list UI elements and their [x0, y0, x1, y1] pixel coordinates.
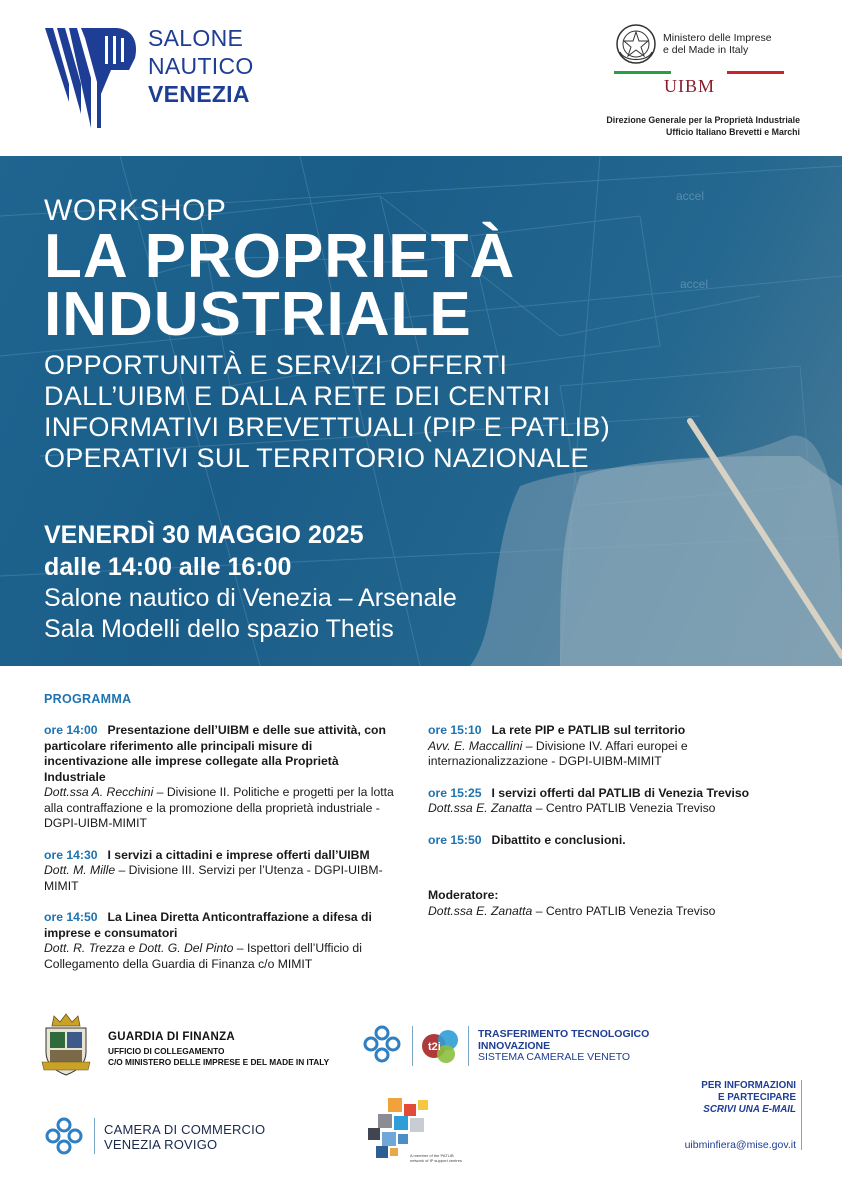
item-time: ore 15:10 [428, 723, 482, 737]
gdf-sub2: C/O MINISTERO DELLE IMPRESE E DEL MADE IN ITALY [108, 1056, 330, 1067]
ccia-line2: VENEZIA ROVIGO [104, 1137, 218, 1152]
programma-heading: PROGRAMMA [44, 692, 132, 706]
item-title: La Linea Diretta Anticontraffazione a difesa di imprese e consumatori [44, 910, 372, 940]
programma-item [44, 910, 399, 972]
programma-item [428, 786, 808, 817]
camera-commercio-knot-icon [362, 1024, 402, 1064]
italian-republic-emblem-icon [614, 22, 658, 66]
ministry-name [663, 32, 772, 56]
patlib-caption-line1: A member of the PATLIB [410, 1153, 454, 1158]
event-room: Sala Modelli dello spazio Thetis [44, 615, 394, 643]
ministry-line1: Ministero delle Imprese [663, 32, 772, 44]
svg-text:t2i: t2i [428, 1041, 441, 1053]
italian-flag-stripe [614, 71, 784, 74]
programma-right-column [428, 723, 808, 935]
item-speaker: Avv. E. Maccallini [428, 738, 523, 753]
title-line2: INDUSTRIALE [44, 280, 472, 349]
item-speaker: Dott. M. Mille [44, 863, 116, 877]
t2i-logo-icon [420, 1028, 460, 1064]
uibm-logo: UIBM [664, 76, 716, 96]
info-block [701, 1080, 796, 1116]
subtitle-line4: OPERATIVI SUL TERRITORIO NAZIONALE [44, 443, 589, 473]
salone-line1: SALONE [148, 25, 244, 51]
item-detail: – Divisione II. Politiche e progetti per la lotta alla contraffazione e la promozione della proprietà industriale - DGPI-UIBM-MIMIT [44, 785, 394, 830]
event-date: VENERDÌ 30 MAGGIO 2025 [44, 521, 364, 549]
direzione-generale [560, 114, 800, 138]
item-detail: – Divisione III. Servizi per l’Utenza - DGPI-UIBM-MIMIT [44, 863, 383, 893]
item-speaker: Dott. R. Trezza e Dott. G. Del Pinto [44, 941, 234, 955]
title-line1: LA PROPRIETÀ [44, 222, 516, 291]
camera-commercio-text [104, 1122, 265, 1152]
patlib-caption [410, 1153, 480, 1163]
item-speaker: Dott.ssa A. Recchini [44, 785, 154, 799]
guardia-di-finanza-text [108, 1031, 329, 1067]
info-line3: SCRIVI UNA E-MAIL [703, 1104, 796, 1115]
item-detail: – Centro PATLIB Venezia Treviso [532, 801, 716, 815]
subtitle-line3: INFORMATIVI BREVETTUALI (PIP E PATLIB) [44, 412, 610, 442]
patlib-logo-icon [368, 1098, 442, 1158]
t2i-line1: TRASFERIMENTO TECNOLOGICO [478, 1028, 650, 1040]
item-title: I servizi a cittadini e imprese offerti dall’UIBM [107, 847, 370, 862]
gdf-title: GUARDIA DI FINANZA [108, 1031, 235, 1043]
item-title: La rete PIP e PATLIB sul territorio [491, 723, 686, 737]
moderator-speaker: Dott.ssa E. Zanatta [428, 903, 533, 918]
item-speaker: Dott.ssa E. Zanatta [428, 801, 533, 815]
programma-item [44, 848, 399, 895]
item-detail: – Divisione IV. Affari europei e internazionalizzazione - DGPI-UIBM-MIMIT [428, 738, 688, 768]
t2i-text [478, 1029, 649, 1064]
programma-item [428, 723, 808, 770]
info-line2: E PARTECIPARE [717, 1092, 796, 1103]
guardia-di-finanza-crest-icon [40, 1012, 92, 1078]
ccia-line1: CAMERA DI COMMERCIO [104, 1122, 266, 1137]
t2i-divider [412, 1026, 413, 1066]
t2i-line2: INNOVAZIONE [478, 1039, 551, 1052]
moderator-label: Moderatore: [428, 888, 499, 902]
item-title: I servizi offerti dal PATLIB di Venezia Treviso [491, 785, 750, 800]
moderator-block [428, 888, 808, 919]
sketch-word-2: accel [680, 277, 709, 291]
subtitle-line1: OPPORTUNITÀ E SERVIZI OFFERTI [44, 350, 508, 380]
item-time: ore 14:50 [44, 910, 98, 924]
item-time: ore 14:30 [44, 847, 98, 862]
event-time: dalle 14:00 alle 16:00 [44, 553, 292, 581]
salone-nautico-logo-icon [45, 24, 140, 132]
salone-line3: VENEZIA [148, 81, 250, 107]
item-time: ore 15:50 [428, 832, 482, 847]
sketch-word-1: accel [676, 189, 705, 203]
item-detail: – Ispettori dell’Ufficio di Collegamento della Guardia di Finanza c/o MIMIT [44, 941, 362, 971]
programma-item [44, 723, 399, 832]
contact-email-link[interactable]: uibminfiera@mise.gov.it [684, 1139, 796, 1151]
item-time: ore 14:00 [44, 723, 98, 737]
subtitle [44, 350, 610, 474]
camera-commercio-venezia-knot-icon [44, 1116, 84, 1156]
moderator-detail: – Centro PATLIB Venezia Treviso [532, 903, 716, 918]
info-line1: PER INFORMAZIONI [701, 1080, 796, 1091]
item-title: Presentazione dell’UIBM e delle sue attività, con particolare riferimento alle principali misure di incentivazione alle imprese collegate alla Proprietà Industriale [44, 723, 386, 784]
programma-item [428, 833, 808, 849]
ccia-divider [94, 1118, 95, 1154]
t2i-line3: SISTEMA CAMERALE VENETO [478, 1051, 631, 1063]
ministry-line2: e del Made in Italy [663, 44, 749, 56]
gdf-sub1: UFFICIO DI COLLEGAMENTO [108, 1046, 225, 1056]
item-time: ore 15:25 [428, 785, 482, 800]
hero-banner [0, 156, 842, 666]
salone-line2: NAUTICO [148, 53, 254, 79]
programma-left-column [44, 723, 399, 988]
patlib-caption-line2: network of IP support centres [410, 1158, 462, 1163]
t2i-divider [468, 1026, 469, 1066]
event-place: Salone nautico di Venezia – Arsenale [44, 584, 457, 612]
direzione-line1: Direzione Generale per la Proprietà Industriale [606, 115, 800, 125]
salone-nautico-wordmark [148, 24, 254, 108]
subtitle-line2: DALL’UIBM E DALLA RETE DEI CENTRI [44, 381, 551, 411]
direzione-line2: Ufficio Italiano Brevetti e Marchi [666, 127, 800, 137]
info-divider [801, 1080, 802, 1150]
workshop-label: WORKSHOP [44, 194, 227, 227]
item-title: Dibattito e conclusioni. [491, 832, 626, 847]
